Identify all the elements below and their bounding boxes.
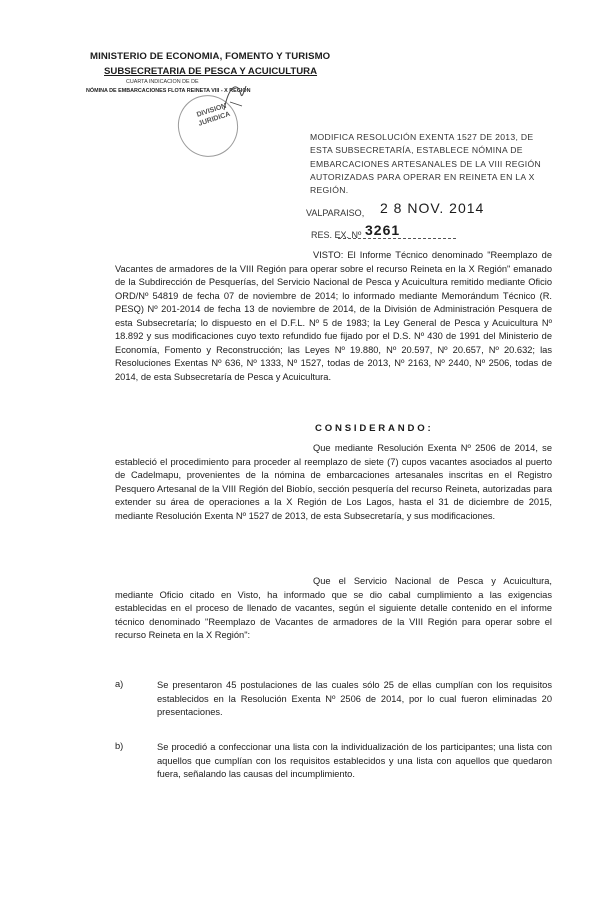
considerando-paragraph-2: Que el Servicio Nacional de Pesca y Acuicultura, mediante Oficio citado en Visto, ha informado que se dio cabal cumplimiento a las exigencias establecidas en el proceso de llenado de vacantes, según el siguiente detalle contenido en el informe técnico denominado "Reemplazo de Vacantes de armadores de la VIII Región para operar sobre el recurso Reineta en la X Región": xyxy=(115,576,552,640)
resolution-date: 2 8 NOV. 2014 xyxy=(380,200,485,216)
list-item-text: Se procedió a confeccionar una lista con la individualización de los participantes; una lista con aquellos que cumplían con los requisitos establecidos y una lista con aquellos que quedaron fuera, señalando las causas del incumplimiento. xyxy=(157,742,552,779)
juridica-stamp-text: DIVISION JURIDICA xyxy=(195,102,232,128)
considerando-paragraph-1: Que mediante Resolución Exenta Nº 2506 de 2014, se estableció el procedimiento para proceder al reemplazo de siete (7) cupos vacantes asociados al puerto de Cadelmapu, provenientes de la nómina de embarcaciones artesanales inscritas en el Registro Pesquero Artesanal de la VIII Región del Biobío, sección pesquería del recurso Reineta, autorizadas para extender su área de operaciones a la X Región de Los Lagos, hasta el 31 de diciembre de 2015, mediante Resolución Exenta Nº 1527 de 2013, de esta Subsecretaría, y sus modificaciones. xyxy=(115,443,552,521)
resolution-reference: MODIFICA RESOLUCIÓN EXENTA 1527 DE 2013, DE ESTA SUBSECRETARÍA, ESTABLECE NÓMINA DE EMBARCACIONES ARTESANALES DE LA VIII REGIÓN AUTORIZADAS PARA OPERAR EN REINETA EN LA X REGIÓN. xyxy=(310,132,541,196)
initials-signature xyxy=(220,80,250,114)
list-marker: b) xyxy=(115,741,124,751)
minor-header-line: CUARTA INDICACION DE DE xyxy=(126,79,199,85)
visto-paragraph: VISTO: El Informe Técnico denominado "Reemplazo de Vacantes de armadores de la VIII Región para operar sobre el recurso Reineta en la X Región" emanado de la Subdirección de Pesquerías, del Servicio Nacional de Pesca y Acuicultura remitido mediante Oficio ORD/Nº 54819 de fecha 07 de noviembre de 2014; lo informado mediante Memorándum Técnico (R. PESQ) Nº 201-2014 de fecha 13 de noviembre de 2014, de la División de Administración Pesquera de esta Subsecretaría; lo dispuesto en el D.F.L. Nº 5 de 1983; la Ley General de Pesca y Acuicultura Nº 18.892 y sus modificaciones cuyo texto refundido fue fijado por el D.S. Nº 430 de 1991 del Ministerio de Economía, Fomento y Reconstrucción; las Leyes Nº 19.880, Nº 20.597, Nº 20.657, Nº 20.632; las Resoluciones Exentas Nº 636, Nº 1333, Nº 1527, todas de 2013, Nº 2163, Nº 2440, Nº 2506, todas de 2014, de esta Subsecretaría de Pesca y Acuicultura. xyxy=(115,250,552,382)
considerando-heading: CONSIDERANDO: xyxy=(315,423,434,434)
ministry-name: MINISTERIO DE ECONOMIA, FOMENTO Y TURISMO xyxy=(90,51,331,62)
list-item-text: Se presentaron 45 postulaciones de las cuales sólo 25 de ellas cumplían con los requisitos establecidos en la Resolución Exenta Nº 2506 de 2014, por lo cual fueron eliminadas 20 presentaciones. xyxy=(157,680,552,717)
resolution-number-line xyxy=(338,238,456,239)
place-label: VALPARAISO, xyxy=(306,208,365,218)
list-marker: a) xyxy=(115,679,124,689)
resolution-number: 3261 xyxy=(365,222,401,238)
resolution-number-label: RES. EX. Nº xyxy=(311,230,362,240)
subsecretaria-name: SUBSECRETARIA DE PESCA Y ACUICULTURA xyxy=(104,66,318,77)
nomina-header-line: NÓMINA DE EMBARCACIONES FLOTA REINETA VIII - X REGION xyxy=(86,88,251,94)
